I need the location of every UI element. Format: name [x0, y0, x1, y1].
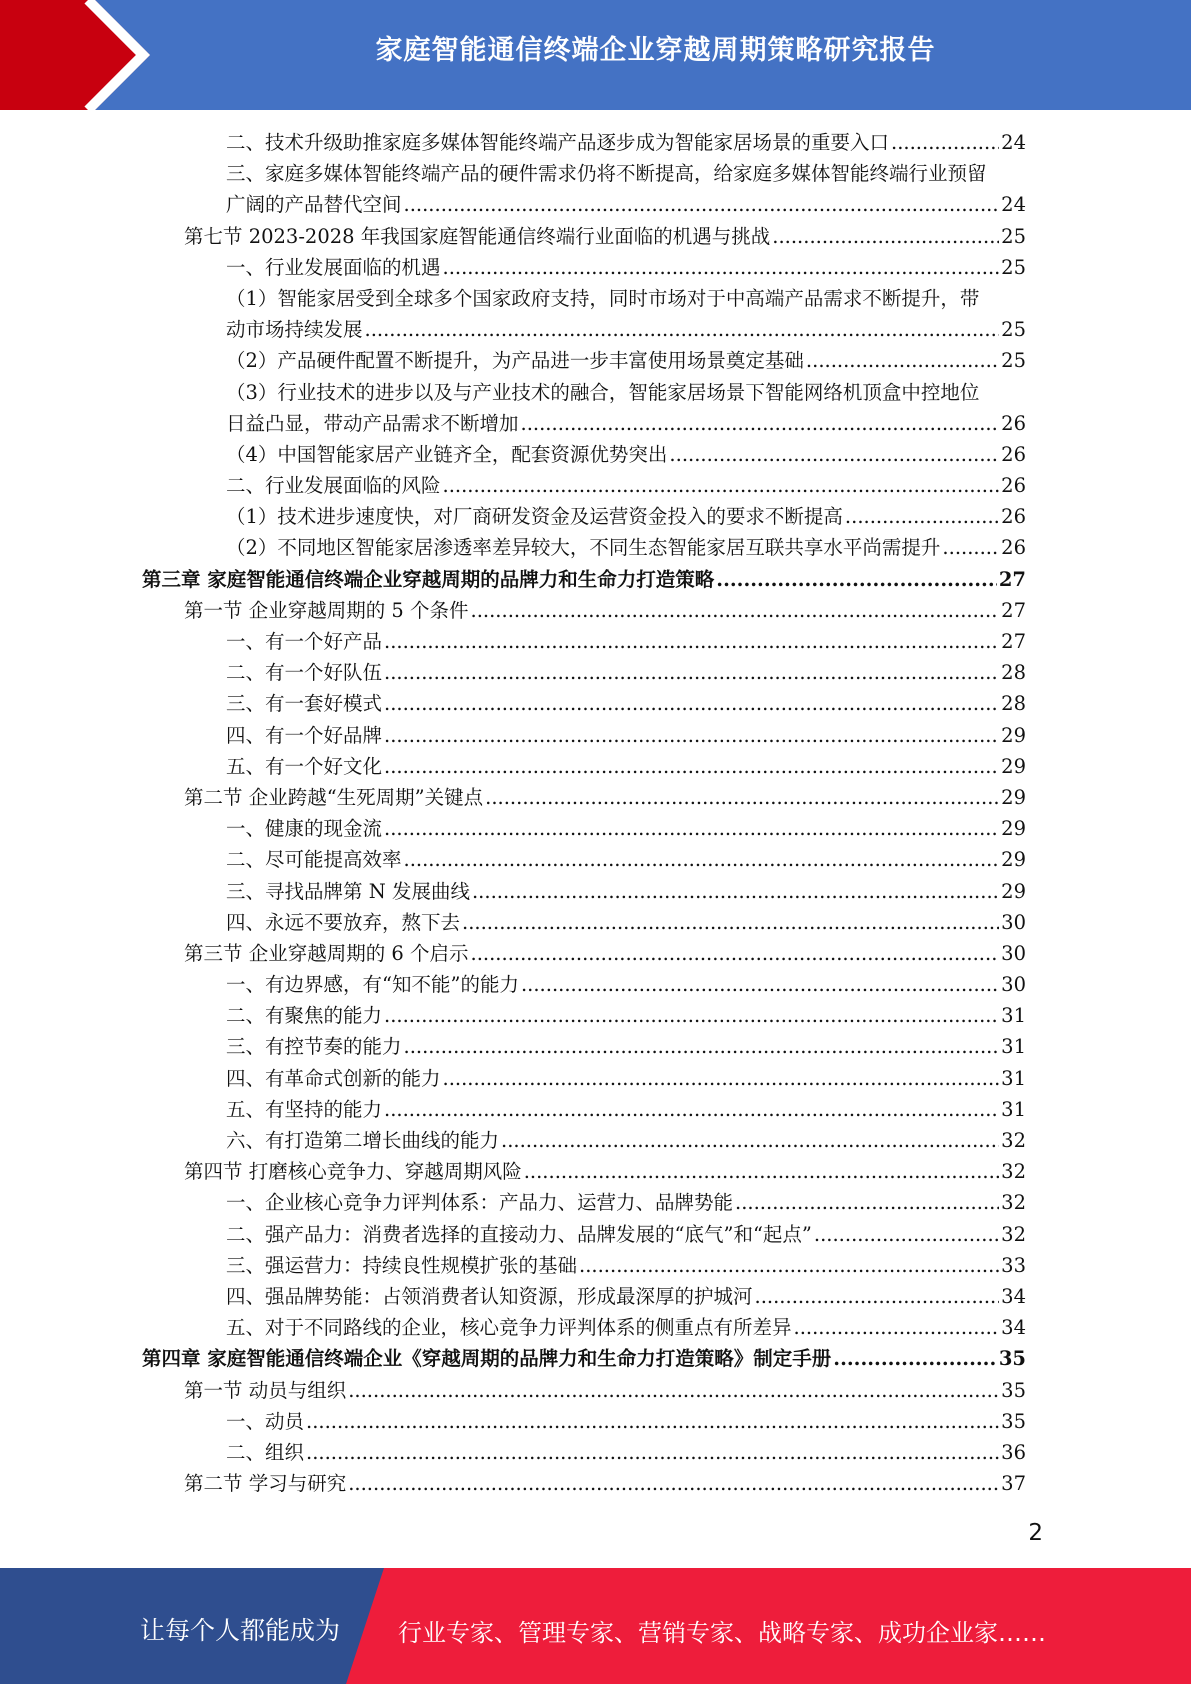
toc-leader-dots: [472, 876, 999, 907]
toc-entry[interactable]: [0, 844, 1191, 875]
toc-entry-text: 第二节 学习与研究: [184, 1472, 347, 1496]
toc-leader-dots: [404, 1031, 1000, 1062]
toc-entry[interactable]: [0, 751, 1191, 782]
toc-entry-text: 第二节 企业跨越“生死周期”关键点: [184, 785, 484, 809]
toc-leader-dots: [814, 1219, 999, 1250]
toc-entry[interactable]: [0, 345, 1191, 376]
toc-leader-dots: [471, 938, 1000, 969]
toc-entry-text: 第一节 企业穿越周期的 5 个条件: [184, 598, 469, 622]
page-footer: [0, 1568, 1191, 1684]
toc-entry[interactable]: [0, 1437, 1191, 1468]
toc-page-number: 29: [1001, 785, 1026, 809]
toc-page-number: 35: [1001, 1409, 1026, 1433]
toc-page-number: 26: [1001, 411, 1026, 435]
toc-entry[interactable]: [0, 189, 1191, 220]
toc-page-number: 35: [998, 1347, 1026, 1371]
toc-entry-text-continued: 动市场持续发展: [226, 318, 363, 342]
toc-leader-dots: [833, 1343, 997, 1374]
toc-page-number: 30: [1001, 941, 1026, 965]
toc-leader-dots: [521, 969, 999, 1000]
toc-entry[interactable]: [0, 1187, 1191, 1218]
toc-leader-dots: [348, 1375, 999, 1406]
toc-leader-dots: [384, 657, 999, 688]
toc-entry[interactable]: [0, 314, 1191, 345]
toc-leader-dots: [806, 345, 999, 376]
toc-entry[interactable]: [0, 1281, 1191, 1312]
toc-entry-text: 一、有一个好产品: [226, 630, 383, 653]
toc-entry[interactable]: [0, 221, 1191, 252]
toc-leader-dots: [579, 1250, 999, 1281]
toc-entry-text: 三、有控节奏的能力: [226, 1035, 402, 1059]
toc-page-number: 28: [1001, 661, 1026, 685]
toc-entry-text: 第七节 2023-2028 年我国家庭智能通信终端行业面临的机遇与挑战: [184, 224, 771, 248]
toc-entry[interactable]: [0, 595, 1191, 626]
toc-page-number: 27: [998, 567, 1026, 591]
toc-entry[interactable]: [0, 720, 1191, 751]
toc-entry[interactable]: [0, 813, 1191, 844]
toc-entry-text: 第一节 动员与组织: [184, 1378, 347, 1402]
toc-entry-text: 二、技术升级助推家庭多媒体智能终端产品逐步成为智能家居场景的重要入口: [226, 131, 890, 154]
toc-entry[interactable]: [0, 501, 1191, 532]
toc-leader-dots: [521, 408, 1000, 439]
toc-leader-dots: [365, 314, 1000, 345]
toc-leader-dots: [306, 1437, 999, 1468]
toc-entry[interactable]: [0, 969, 1191, 1000]
toc-entry-text: （2）不同地区智能家居渗透率差异较大，不同生态智能家居互联共享水平尚需提升: [226, 536, 941, 560]
toc-entry[interactable]: [0, 657, 1191, 688]
toc-page-number: 26: [1001, 474, 1026, 498]
toc-page-number: 25: [1001, 318, 1026, 342]
toc-entry[interactable]: [0, 938, 1191, 969]
toc-entry[interactable]: [0, 1031, 1191, 1062]
toc-entry[interactable]: [0, 626, 1191, 657]
toc-leader-dots: [891, 127, 999, 158]
toc-entry-text: 二、有聚焦的能力: [226, 1004, 383, 1028]
toc-entry[interactable]: [0, 532, 1191, 563]
toc-leader-dots: [845, 501, 999, 532]
toc-leader-dots: [384, 626, 999, 657]
toc-entry-text-continued: 日益凸显，带动产品需求不断增加: [226, 411, 519, 435]
toc-leader-dots: [384, 813, 999, 844]
footer-slogan: 让每个人都能成为: [140, 1616, 341, 1645]
toc-entry[interactable]: [0, 1375, 1191, 1406]
toc-page-number: 29: [1001, 817, 1026, 841]
toc-page-number: 29: [1001, 754, 1026, 778]
toc-entry-text: 二、尽可能提高效率: [226, 848, 402, 872]
toc-leader-dots: [471, 595, 1000, 626]
table-of-contents: [0, 127, 1191, 1499]
toc-leader-dots: [384, 720, 999, 751]
toc-entry-text: 一、动员: [226, 1409, 305, 1433]
toc-page-number: 25: [1001, 255, 1026, 279]
toc-leader-dots: [735, 1187, 999, 1218]
toc-entry-text: （2）产品硬件配置不断提升，为产品进一步丰富使用场景奠定基础: [226, 349, 804, 373]
toc-page-number: 31: [1001, 1066, 1026, 1090]
toc-page-number: 30: [1001, 910, 1026, 934]
toc-entry[interactable]: [0, 688, 1191, 719]
toc-entry[interactable]: [0, 907, 1191, 938]
toc-entry[interactable]: [0, 1219, 1191, 1250]
toc-entry-text: 四、永远不要放弃，熬下去: [226, 910, 461, 934]
toc-leader-dots: [443, 252, 1000, 283]
toc-entry[interactable]: [0, 1156, 1191, 1187]
toc-entry-text: （3）行业技术的进步以及与产业技术的融合，智能家居场景下智能网络机顶盒中控地位: [226, 380, 980, 404]
toc-leader-dots: [716, 564, 997, 595]
toc-entry[interactable]: [0, 1094, 1191, 1125]
toc-entry-text: 五、有一个好文化: [226, 754, 383, 778]
toc-entry-text: 五、有坚持的能力: [226, 1097, 383, 1121]
toc-page-number: 29: [1001, 879, 1026, 903]
toc-entry-text: 四、有革命式创新的能力: [226, 1066, 441, 1090]
toc-entry-text: 第三章 家庭智能通信终端企业穿越周期的品牌力和生命力打造策略: [142, 567, 715, 591]
toc-entry[interactable]: [0, 782, 1191, 813]
toc-page-number: 25: [1001, 224, 1026, 248]
toc-entry-line[interactable]: [0, 377, 1191, 408]
toc-page-number: 35: [1001, 1378, 1026, 1402]
toc-page-number: 31: [1001, 1097, 1026, 1121]
toc-entry-text: 六、有打造第二增长曲线的能力: [226, 1129, 500, 1152]
toc-leader-dots: [384, 1094, 999, 1125]
toc-entry-text: 五、对于不同路线的企业，核心竞争力评判体系的侧重点有所差异: [226, 1316, 792, 1340]
toc-leader-dots: [384, 688, 999, 719]
toc-page-number: 31: [1001, 1004, 1026, 1028]
toc-entry-text: （1）智能家居受到全球多个国家政府支持，同时市场对于中高端产品需求不断提升，带: [226, 286, 980, 310]
toc-entry[interactable]: [0, 1000, 1191, 1031]
toc-page-number: 33: [1001, 1253, 1026, 1277]
toc-page-number: 28: [1001, 692, 1026, 716]
toc-leader-dots: [462, 907, 999, 938]
toc-entry-text: 二、组织: [226, 1440, 305, 1464]
toc-entry[interactable]: [0, 439, 1191, 470]
toc-leader-dots: [443, 1063, 1000, 1094]
toc-page-number: 36: [1001, 1440, 1026, 1464]
toc-entry-text: 第四章 家庭智能通信终端企业《穿越周期的品牌力和生命力打造策略》制定手册: [142, 1347, 832, 1371]
toc-entry-text: 第四节 打磨核心竞争力、穿越周期风险: [184, 1160, 522, 1184]
toc-entry[interactable]: [0, 564, 1191, 595]
toc-entry[interactable]: [0, 408, 1191, 439]
toc-entry-text: 一、企业核心竞争力评判体系：产品力、运营力、品牌势能: [226, 1191, 734, 1215]
toc-leader-dots: [755, 1281, 1000, 1312]
toc-leader-dots: [348, 1468, 999, 1499]
toc-entry-line[interactable]: [0, 158, 1191, 189]
toc-entry[interactable]: [0, 1343, 1191, 1374]
toc-leader-dots: [404, 189, 1000, 220]
toc-page-number: 31: [1001, 1035, 1026, 1059]
toc-entry-text: 三、强运营力：持续良性规模扩张的基础: [226, 1253, 578, 1277]
toc-entry[interactable]: [0, 1250, 1191, 1281]
toc-entry-text: 四、有一个好品牌: [226, 723, 383, 747]
toc-entry-line[interactable]: [0, 283, 1191, 314]
toc-leader-dots: [404, 844, 1000, 875]
toc-entry-text: 三、有一套好模式: [226, 692, 383, 716]
toc-leader-dots: [794, 1312, 1000, 1343]
toc-page-number: 32: [1001, 1160, 1026, 1184]
toc-entry-text: 一、行业发展面临的机遇: [226, 255, 441, 279]
toc-entry[interactable]: [0, 1406, 1191, 1437]
toc-entry-text-continued: 广阔的产品替代空间: [226, 193, 402, 217]
toc-entry[interactable]: [0, 1468, 1191, 1499]
toc-entry[interactable]: [0, 127, 1191, 158]
toc-entry[interactable]: [0, 1063, 1191, 1094]
toc-entry-text: 四、强品牌势能：占领消费者认知资源，形成最深厚的护城河: [226, 1284, 753, 1308]
toc-entry-text: 一、有边界感，有“知不能”的能力: [226, 973, 519, 997]
toc-page-number: 24: [1001, 193, 1026, 217]
toc-page-number: 26: [1001, 442, 1026, 466]
header-arrow-decoration: [0, 0, 160, 110]
toc-entry-text: 二、有一个好队伍: [226, 661, 383, 685]
toc-page-number: 34: [1001, 1316, 1026, 1340]
report-title: 家庭智能通信终端企业穿越周期策略研究报告: [375, 35, 936, 66]
toc-entry[interactable]: [0, 252, 1191, 283]
toc-leader-dots: [384, 1000, 999, 1031]
toc-page-number: 24: [1001, 131, 1026, 154]
toc-entry[interactable]: [0, 470, 1191, 501]
toc-leader-dots: [772, 221, 999, 252]
toc-page-number: 27: [1001, 598, 1026, 622]
toc-page-number: 34: [1001, 1284, 1026, 1308]
toc-entry-text: 二、行业发展面临的风险: [226, 474, 441, 498]
toc-entry[interactable]: [0, 1312, 1191, 1343]
toc-leader-dots: [485, 782, 999, 813]
toc-entry-text: 三、家庭多媒体智能终端产品的硬件需求仍将不断提高，给家庭多媒体智能终端行业预留: [226, 162, 987, 186]
toc-page-number: 29: [1001, 723, 1026, 747]
toc-leader-dots: [306, 1406, 999, 1437]
toc-leader-dots: [524, 1156, 999, 1187]
footer-roles: 行业专家、管理专家、营销专家、战略专家、成功企业家……: [398, 1619, 1046, 1647]
toc-leader-dots: [669, 439, 999, 470]
toc-entry-text: 三、寻找品牌第 N 发展曲线: [226, 879, 470, 903]
page-number: 2: [1028, 1520, 1043, 1546]
toc-entry-text: （4）中国智能家居产业链齐全，配套资源优势突出: [226, 442, 668, 466]
toc-page-number: 30: [1001, 973, 1026, 997]
page-header: [0, 0, 1191, 110]
toc-page-number: 37: [1001, 1472, 1026, 1496]
toc-entry-text: 第三节 企业穿越周期的 6 个启示: [184, 941, 469, 965]
toc-page-number: 25: [1001, 349, 1026, 373]
toc-leader-dots: [942, 532, 999, 563]
toc-entry-text: （1）技术进步速度快，对厂商研发资金及运营资金投入的要求不断提高: [226, 505, 843, 529]
toc-page-number: 32: [1001, 1129, 1026, 1152]
toc-entry[interactable]: [0, 876, 1191, 907]
toc-page-number: 32: [1001, 1191, 1026, 1215]
toc-page-number: 26: [1001, 505, 1026, 529]
toc-entry-text: 一、健康的现金流: [226, 817, 383, 841]
toc-leader-dots: [443, 470, 1000, 501]
toc-entry-text: 二、强产品力：消费者选择的直接动力、品牌发展的“底气”和“起点”: [226, 1222, 812, 1246]
toc-entry[interactable]: [0, 1125, 1191, 1156]
toc-leader-dots: [501, 1125, 999, 1156]
toc-page-number: 32: [1001, 1222, 1026, 1246]
toc-page-number: 29: [1001, 848, 1026, 872]
toc-page-number: 27: [1001, 630, 1026, 653]
toc-page-number: 26: [1001, 536, 1026, 560]
toc-leader-dots: [384, 751, 999, 782]
